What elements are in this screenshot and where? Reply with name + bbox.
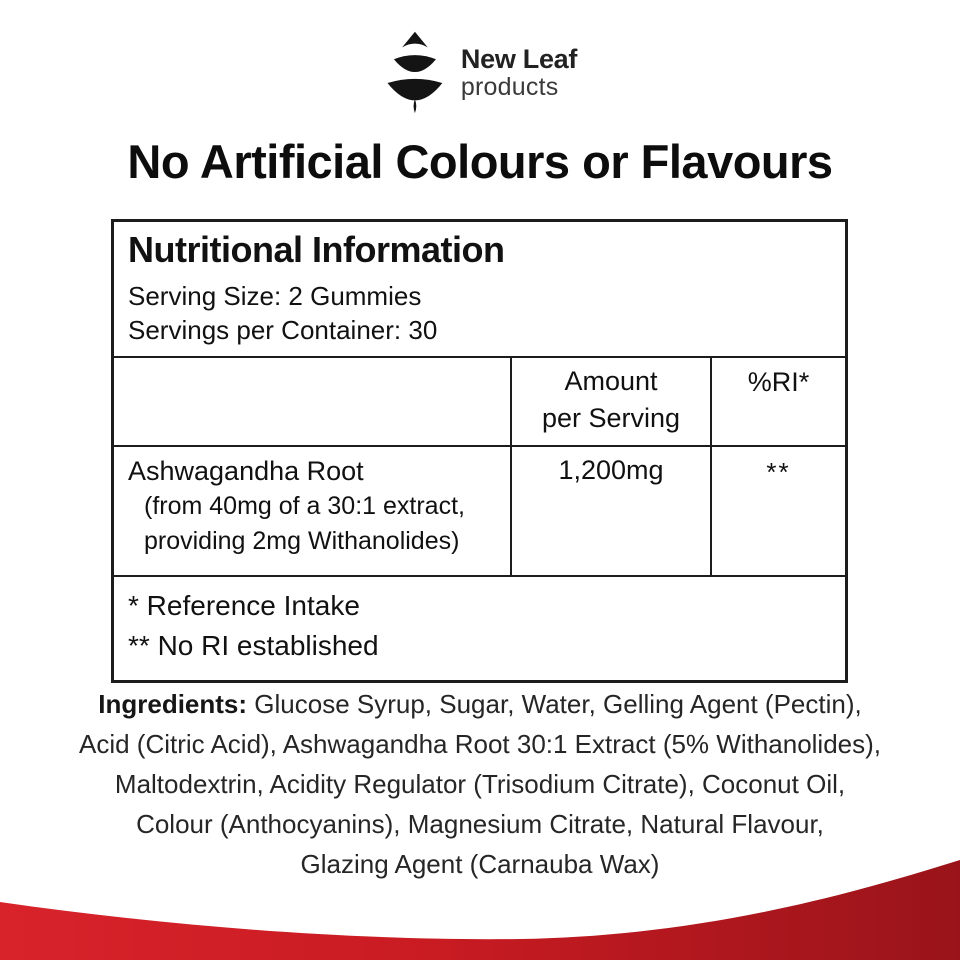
- red-swoosh-decoration: [0, 856, 960, 960]
- headline-claim: No Artificial Colours or Flavours: [127, 135, 833, 188]
- nutrition-title: Nutritional Information: [128, 229, 505, 270]
- nutrient-amount-cell: 1,200mg: [510, 447, 710, 575]
- serving-size: Serving Size: 2 Gummies: [128, 281, 422, 311]
- nutrition-table: [111, 219, 848, 683]
- nutrition-table-footnotes: [114, 577, 845, 680]
- column-header-empty: [114, 358, 510, 445]
- brand-logo: [383, 28, 577, 116]
- nutrient-name-cell: [114, 447, 510, 575]
- tree-icon: [383, 28, 447, 116]
- footnote-reference-intake: * Reference Intake: [128, 590, 360, 621]
- column-header-ri: %RI*: [710, 358, 845, 445]
- column-header-amount-line2: per Serving: [541, 403, 681, 433]
- nutrient-detail-line1: (from 40mg of a 30:1 extract,: [144, 492, 465, 520]
- brand-name: [461, 44, 577, 101]
- ingredients-label: Ingredients:: [98, 689, 248, 719]
- brand-name-top: New Leaf: [460, 43, 578, 74]
- column-header-amount: [510, 358, 710, 445]
- ingredients-line: Acid (Citric Acid), Ashwagandha Root 30:1 Extract (5% Withanolides),: [78, 729, 882, 759]
- brand-name-bottom: products: [460, 72, 559, 101]
- nutrition-table-header: [114, 222, 845, 358]
- ingredients-line: Colour (Anthocyanins), Magnesium Citrate, Natural Flavour,: [136, 809, 824, 839]
- column-header-amount-line1: Amount: [564, 366, 658, 396]
- nutrient-detail-line2: providing 2mg Withanolides): [144, 527, 460, 555]
- ingredients-line: [70, 684, 890, 724]
- footnote-no-ri: ** No RI established: [128, 630, 379, 661]
- nutrient-name: Ashwagandha Root: [128, 456, 364, 486]
- ingredients-line: Maltodextrin, Acidity Regulator (Trisodium Citrate), Coconut Oil,: [114, 769, 846, 799]
- ingredients-paragraph: [70, 684, 890, 884]
- servings-per-container: Servings per Container: 30: [128, 315, 438, 345]
- ingredients-line: Glazing Agent (Carnauba Wax): [300, 849, 660, 879]
- ingredients-line-1-rest: Glucose Syrup, Sugar, Water, Gelling Agent (Pectin),: [247, 689, 862, 719]
- table-row: [114, 447, 845, 577]
- column-header-row: [114, 358, 845, 447]
- nutrient-ri-cell: **: [710, 447, 845, 575]
